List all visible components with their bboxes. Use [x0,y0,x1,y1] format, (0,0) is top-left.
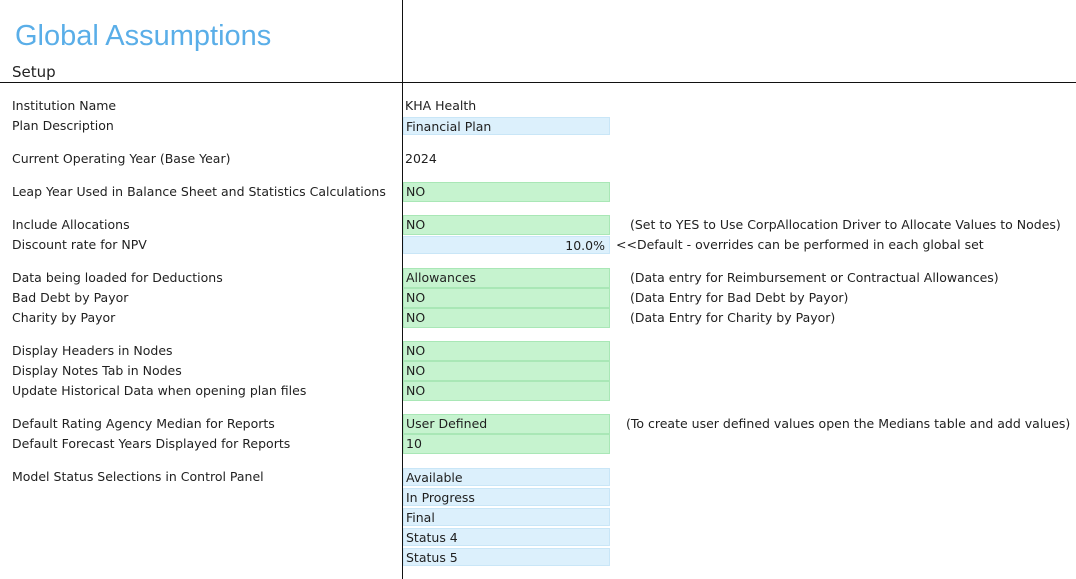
include-allocations-select[interactable]: NO [403,215,610,235]
model-status-input[interactable]: In Progress [403,488,610,506]
header-divider [0,82,1076,83]
update-historical-label: Update Historical Data when opening plan files [12,383,307,398]
include-allocations-label: Include Allocations [12,217,130,232]
charity-label: Charity by Payor [12,310,116,325]
page-subtitle: Setup [12,63,56,81]
forecast-years-select[interactable]: 10 [403,434,610,454]
model-status-input[interactable]: Status 5 [403,548,610,566]
deductions-label: Data being loaded for Deductions [12,270,223,285]
display-notes-label: Display Notes Tab in Nodes [12,363,182,378]
discount-rate-note: <<Default - overrides can be performed in each global set [616,237,984,252]
update-historical-select[interactable]: NO [403,381,610,401]
model-status-input[interactable]: Status 4 [403,528,610,546]
bad-debt-label: Bad Debt by Payor [12,290,129,305]
model-status-label: Model Status Selections in Control Panel [12,469,264,484]
model-status-input[interactable]: Available [403,468,610,486]
plan-description-input[interactable]: Financial Plan [403,117,610,135]
plan-description-label: Plan Description [12,118,114,133]
rating-agency-note: (To create user defined values open the Medians table and add values) [626,416,1071,431]
model-status-input[interactable]: Final [403,508,610,526]
display-headers-label: Display Headers in Nodes [12,343,173,358]
discount-rate-label: Discount rate for NPV [12,237,147,252]
charity-note: (Data Entry for Charity by Payor) [630,310,836,325]
bad-debt-select[interactable]: NO [403,288,610,308]
display-headers-select[interactable]: NO [403,341,610,361]
deductions-note: (Data entry for Reimbursement or Contractual Allowances) [630,270,999,285]
institution-name-label: Institution Name [12,98,117,113]
leap-year-label: Leap Year Used in Balance Sheet and Statistics Calculations [12,184,386,199]
deductions-select[interactable]: Allowances [403,268,610,288]
current-year-value[interactable]: 2024 [405,151,437,166]
rating-agency-label: Default Rating Agency Median for Reports [12,416,275,431]
display-notes-select[interactable]: NO [403,361,610,381]
charity-select[interactable]: NO [403,308,610,328]
leap-year-select[interactable]: NO [403,182,610,202]
rating-agency-select[interactable]: User Defined [403,414,610,434]
bad-debt-note: (Data Entry for Bad Debt by Payor) [630,290,849,305]
current-year-label: Current Operating Year (Base Year) [12,151,231,166]
discount-rate-input[interactable]: 10.0% [403,236,610,254]
page-title: Global Assumptions [15,20,272,52]
institution-name-value[interactable]: KHA Health [405,98,477,113]
include-allocations-note: (Set to YES to Use CorpAllocation Driver to Allocate Values to Nodes) [630,217,1061,232]
forecast-years-label: Default Forecast Years Displayed for Reports [12,436,291,451]
